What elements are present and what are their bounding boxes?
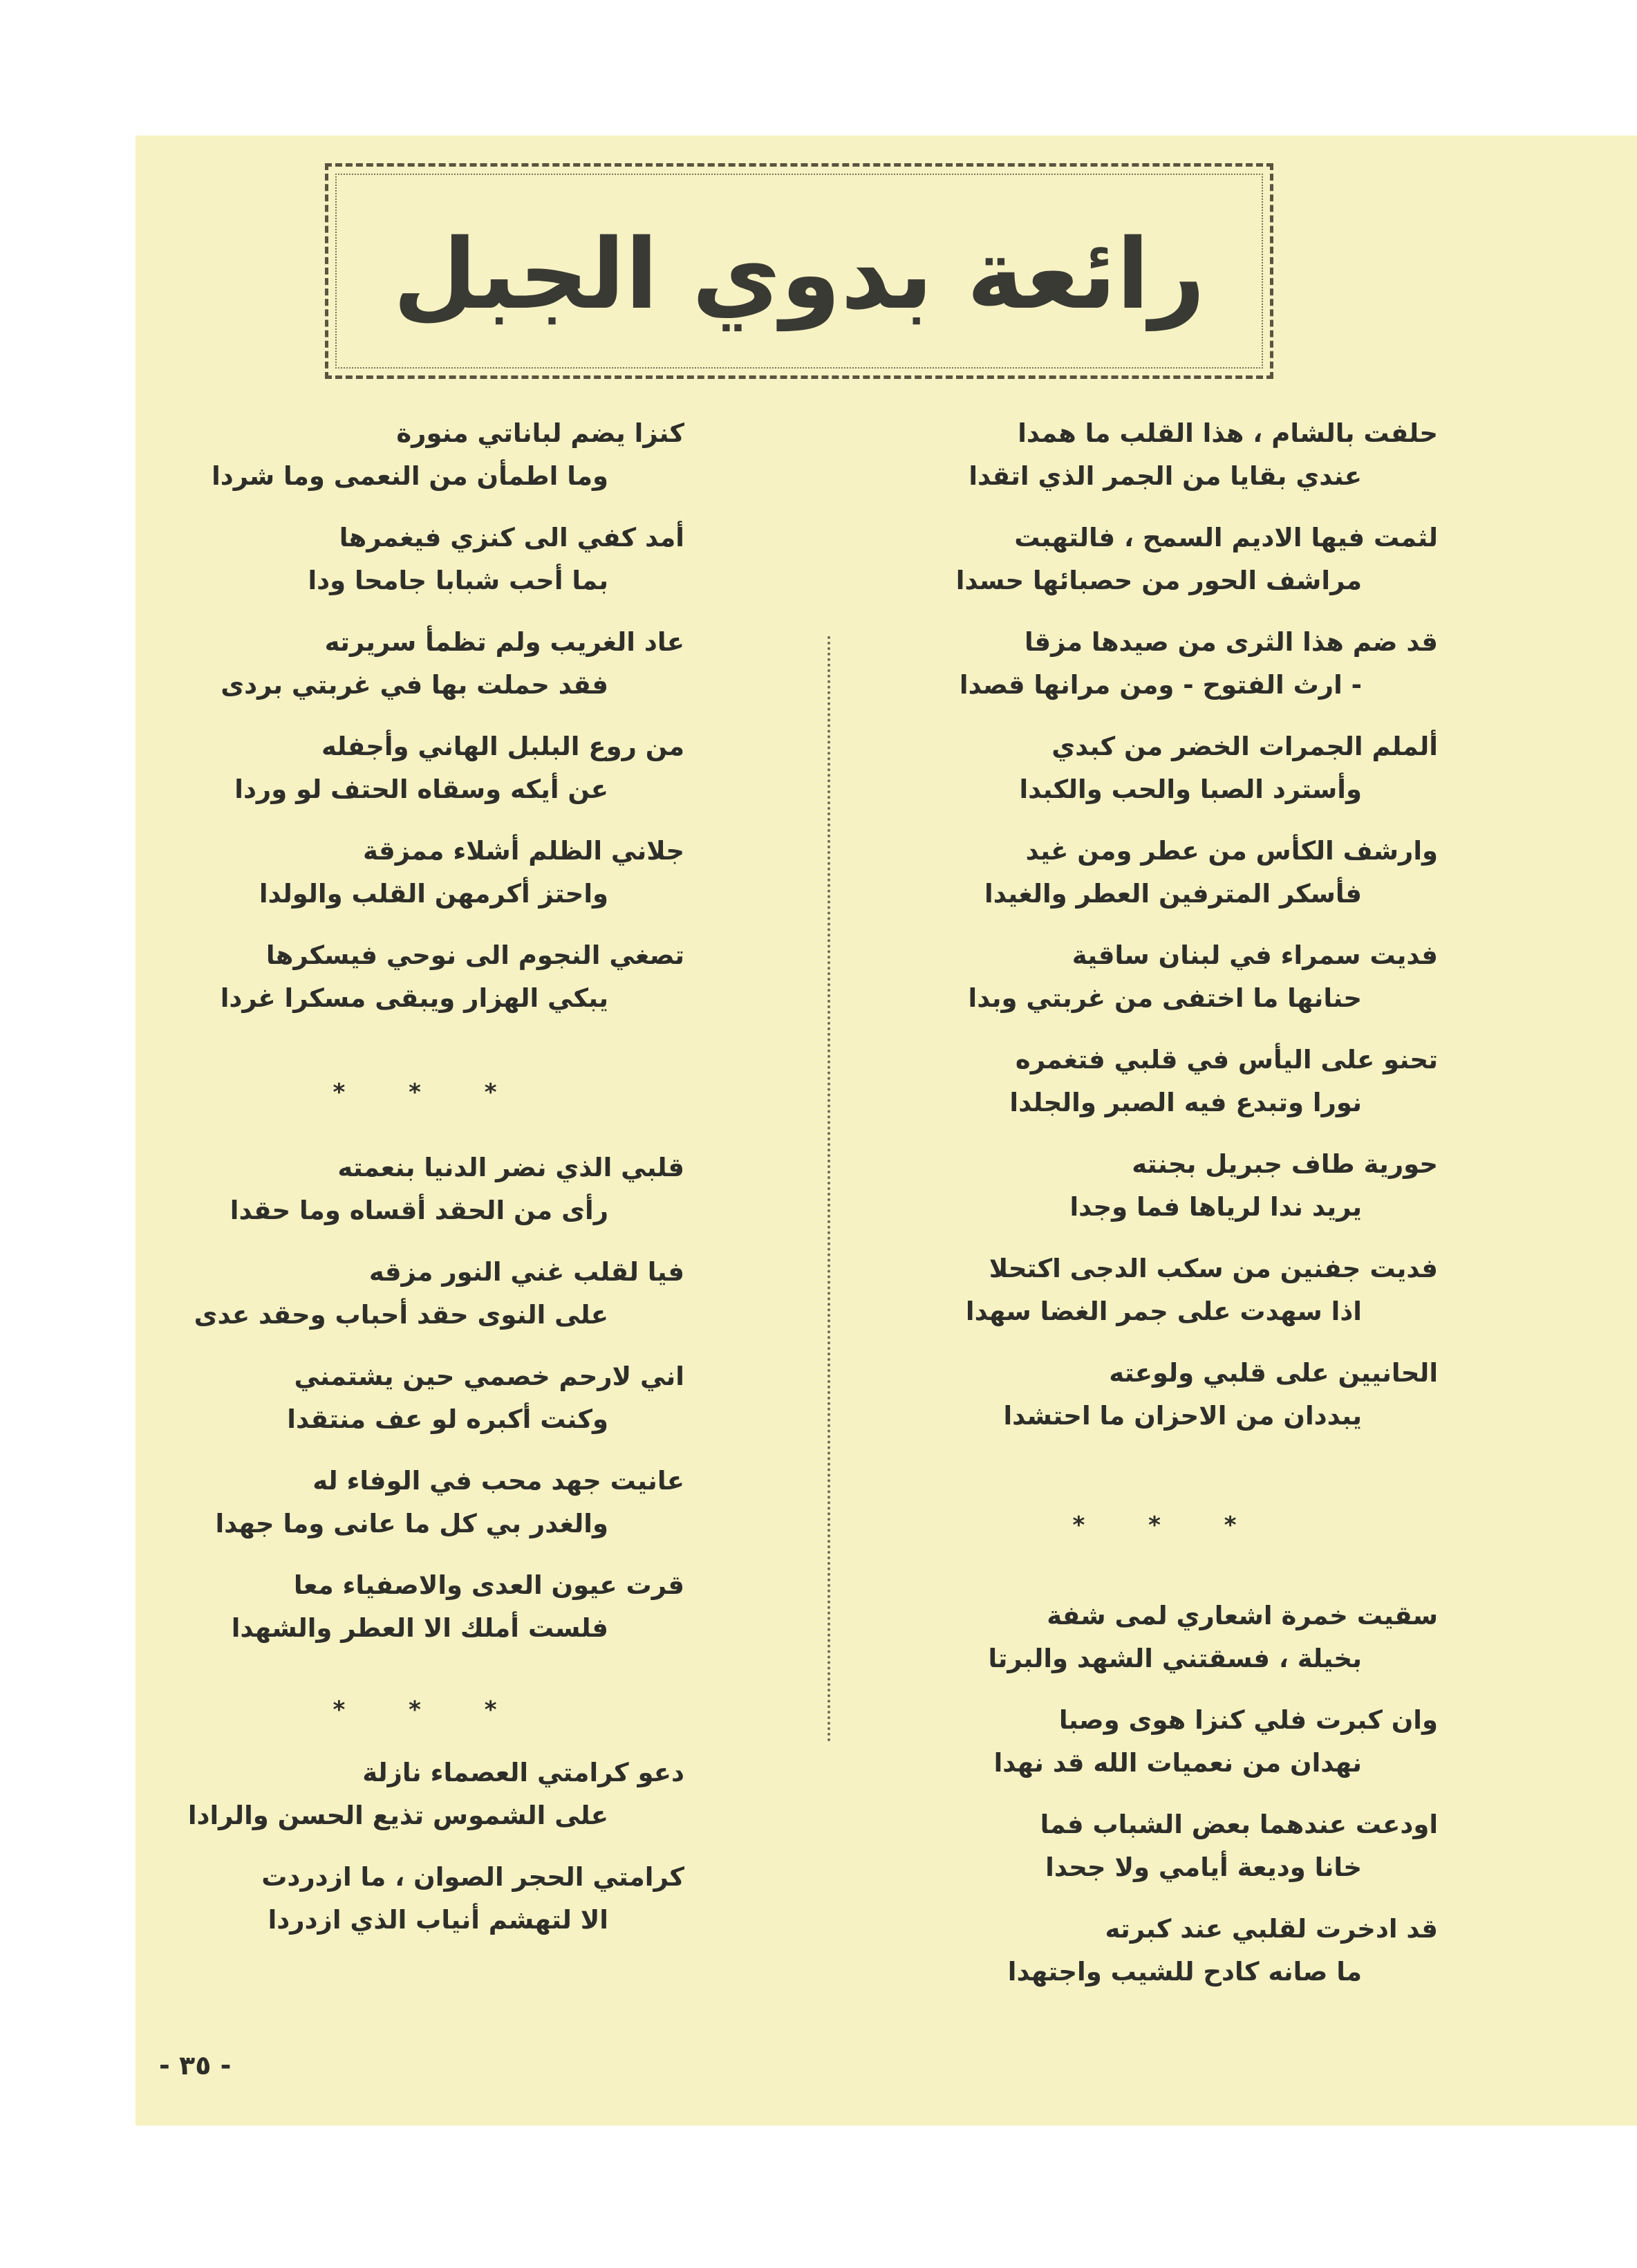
verse [173,1251,684,1355]
verse-line: فديت سمراء في لبنان ساقية [1072,940,1438,970]
verse-line: دعو كرامتي العصماء نازلة [362,1758,684,1787]
verse [899,621,1438,725]
verse-line: حورية طاف جبريل بجنته [1132,1149,1438,1179]
verse [899,725,1438,830]
verse-line: وارشف الكأس من عطر ومن غيد [1025,836,1438,866]
verse-line: اذا سهدت على جمر الغضا سهدا [965,1296,1362,1326]
section-separator: * * * [1072,1512,1264,1539]
verse [173,830,684,934]
verse-line: فأسكر المترفين العطر والغيدا [984,879,1362,909]
verse-line: رأى من الحقد أقساه وما حقدا [230,1196,608,1225]
verse-line: قد ضم هذا الثرى من صيدها مزقا [1025,627,1438,657]
verse-line: عن أيكه وسقاه الحتف لو وردا [234,774,608,804]
verse [899,1595,1438,1699]
verse-line: وأسترد الصبا والحب والكبدا [1019,774,1362,804]
verse [173,1146,684,1251]
verse-line: اودعت عندهما بعض الشباب فما [1040,1810,1438,1839]
verse-line: عاد الغريب ولم تظمأ سريرته [324,627,684,657]
verse-line: فديت جفنين من سكب الدجى اكتحلا [989,1254,1438,1283]
verse-line: على الشموس تذيع الحسن والرادا [187,1801,608,1830]
verse-line: وما اطمأن من النعمى وما شردا [212,461,608,491]
verse [899,1039,1438,1143]
verse-line: من روع البلبل الهاني وأجفله [321,732,684,761]
verse [899,1143,1438,1247]
verse [899,412,1438,517]
verse-line: فقد حملت بها في غربتي بردى [221,670,608,700]
verse [173,412,684,517]
verse-line: - ارث الفتوح - ومن مرانها قصدا [959,670,1362,700]
verse-line: على النوى حقد أحباب وحقد عدى [194,1300,608,1330]
verse-line: قلبي الذي نضر الدنيا بنعمته [337,1153,684,1182]
verse-line: حنانها ما اختفى من غربتي وبدا [968,983,1362,1013]
verse-line: ما صانه كادح للشيب واجتهدا [1007,1957,1362,1987]
verse-line: فيا لقلب غني النور مزقه [368,1257,684,1287]
page-number: - ٣٥ - [159,2050,232,2081]
verse [173,934,684,1039]
verse-line: تصغي النجوم الى نوحي فيسكرها [265,940,684,970]
left-column [173,412,684,1960]
verse-line: كنزا يضم لباناتي منورة [396,418,684,448]
verse-line: ألملم الجمرات الخضر من كبدي [1051,732,1438,761]
verse-line: نورا وتبدع فيه الصبر والجلدا [1009,1088,1362,1117]
verse-line: اني لارحم خصمي حين يشتمني [294,1361,684,1391]
verse [899,517,1438,621]
verse-line: الحانيين على قلبي ولوعته [1109,1358,1438,1388]
verse-line: مراشف الحور من حصبائها حسدا [955,566,1362,595]
verse [173,1564,684,1669]
verse-line: كرامتي الحجر الصوان ، ما ازدردت [261,1862,684,1892]
verse-line: عانيت جهد محب في الوفاء له [312,1466,684,1496]
verse-line: بما أحب شبابا جامحا ودا [308,566,608,595]
verse-line: يبكي الهزار ويبقى مسكرا غردا [220,983,608,1013]
right-column [899,412,1438,2012]
section-separator: * * * [333,1079,525,1106]
verse [173,517,684,621]
title-frame [325,163,1273,379]
section-separator: * * * [333,1696,525,1724]
verse-line: سقيت خمرة اشعاري لمى شفة [1047,1601,1438,1630]
verse [899,1247,1438,1352]
verse-line: فلست أملك الا العطر والشهدا [231,1613,608,1643]
verse [173,1460,684,1564]
verse-line: وان كبرت فلي كنزا هوى وصبا [1058,1705,1438,1735]
verse [899,830,1438,934]
verse-line: بخيلة ، فسقتني الشهد والبرتا [988,1644,1362,1673]
verse-line: نهدان من نعميات الله قد نهدا [993,1748,1362,1778]
verse-line: يبددان من الاحزان ما احتشدا [1003,1401,1362,1431]
verse [899,934,1438,1039]
verse-line: الا لتهشم أنياب الذي ازدردا [268,1905,608,1935]
verse-line: تحنو على اليأس في قلبي فتغمره [1015,1045,1438,1075]
verse-line: قد ادخرت لقلبي عند كبرته [1105,1914,1438,1944]
verse-line: يريد ندا لرياها فما وجدا [1069,1192,1362,1222]
verse-line: عندي بقايا من الجمر الذي اتقدا [969,461,1362,491]
verse [173,725,684,830]
verse [173,1355,684,1460]
verse-line: واحتز أكرمهن القلب والولدا [259,879,608,909]
verse-line: وكنت أكبره لو عف منتقدا [287,1404,608,1434]
verse-line: لثمت فيها الاديم السمح ، فالتهبت [1014,523,1438,552]
verse [173,621,684,725]
verse-line: خانا وديعة أيامي ولا جحدا [1045,1852,1362,1882]
verse-line: والغدر بي كل ما عانى وما جهدا [215,1509,608,1539]
verse [899,1352,1438,1456]
verse-line: جلاني الظلم أشلاء ممزقة [363,836,684,866]
verse-line: حلفت بالشام ، هذا القلب ما همدا [1018,418,1438,448]
verse [173,1751,684,1856]
verse [173,1856,684,1960]
verse-line: قرت عيون العدى والاصفياء معا [293,1570,684,1600]
verse [899,1803,1438,1908]
poem-title: رائعة بدوي الجبل [393,218,1206,331]
column-divider [827,636,830,1742]
verse-line: أمد كفي الى كنزي فيغمرها [339,523,684,552]
verse [899,1908,1438,2012]
verse [899,1699,1438,1803]
